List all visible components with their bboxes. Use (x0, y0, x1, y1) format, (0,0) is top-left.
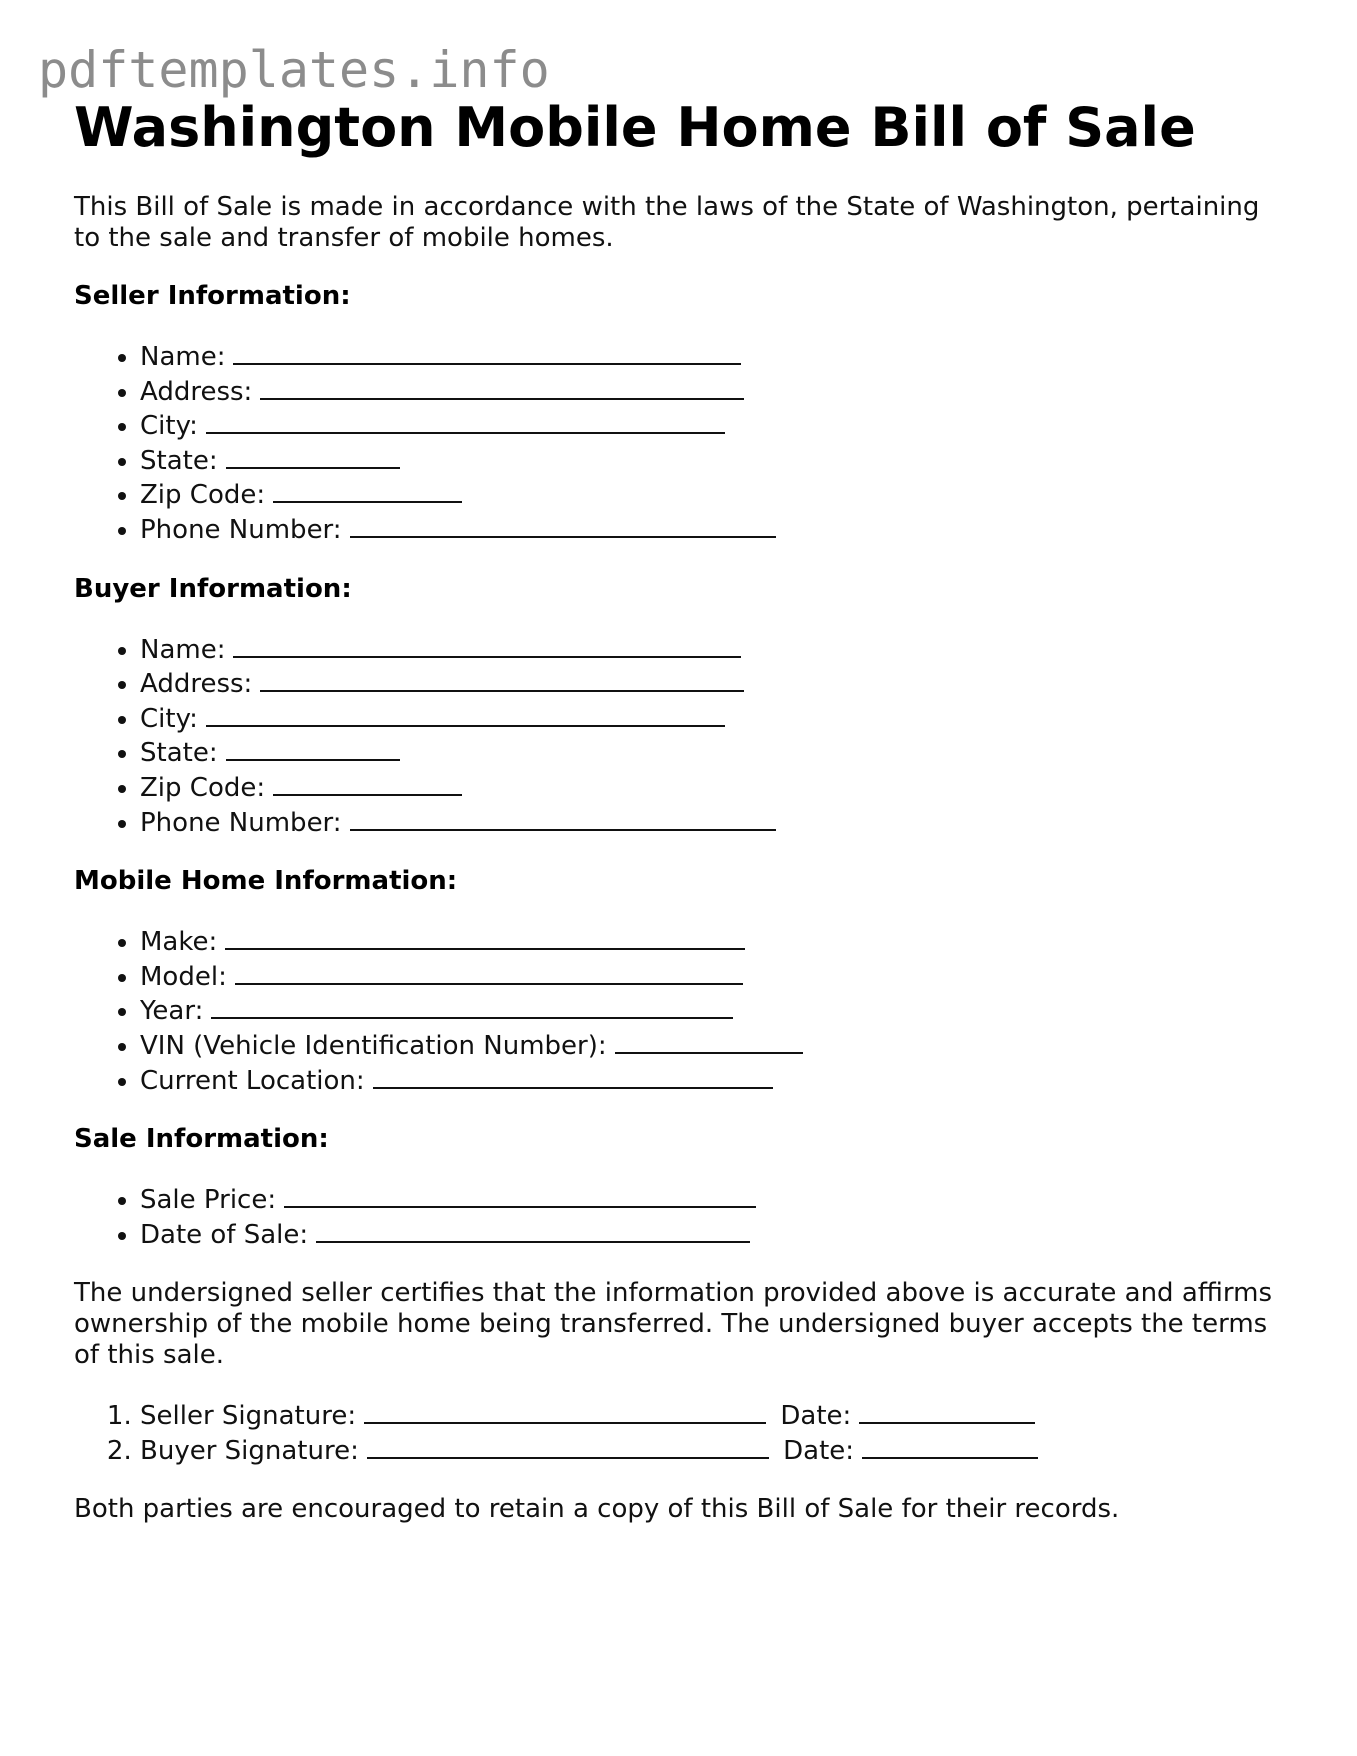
field-label: City: (140, 411, 198, 442)
make-field (140, 924, 1284, 959)
field-label: Make: (140, 927, 218, 958)
field-label: Zip Code: (140, 772, 266, 803)
buyer-signature-blank[interactable] (367, 1433, 769, 1459)
buyer-zip-field (140, 770, 1284, 805)
seller-city-blank[interactable] (206, 408, 725, 434)
field-label: Sale Price: (140, 1185, 277, 1216)
certification-paragraph: The undersigned seller certifies that the information provided above is accurate and affirms ownership of the mobile home being transferred. The undersigned buyer accepts the terms of this sale. (74, 1278, 1272, 1371)
intro-paragraph: This Bill of Sale is made in accordance with the laws of the State of Washington, pertaining to the sale and transfer of mobile homes. (74, 192, 1260, 253)
seller-signature-blank[interactable] (364, 1398, 766, 1424)
seller-heading: Seller Information: (74, 281, 351, 311)
seller-fields (74, 339, 1284, 547)
vin-field (140, 1028, 1284, 1063)
buyer-state-blank[interactable] (226, 735, 400, 761)
sale-price-field (140, 1182, 1284, 1217)
field-label: Phone Number: (140, 807, 342, 838)
sale-price-blank[interactable] (284, 1182, 756, 1208)
field-label: Phone Number: (140, 514, 342, 545)
buyer-heading: Buyer Information: (74, 573, 352, 604)
buyer-signature-line (140, 1433, 1284, 1468)
buyer-phone-blank[interactable] (350, 805, 776, 831)
buyer-name-field (140, 632, 1284, 667)
buyer-date-blank[interactable] (862, 1433, 1038, 1459)
seller-date-label: Date: (780, 1401, 852, 1432)
date-of-sale-blank[interactable] (316, 1217, 750, 1243)
field-label: State: (140, 738, 218, 769)
buyer-state-field (140, 735, 1284, 770)
signature-list (74, 1398, 1284, 1467)
buyer-signature-label: Buyer Signature: (140, 1435, 359, 1466)
seller-name-field (140, 339, 1284, 374)
seller-phone-blank[interactable] (350, 512, 776, 538)
vin-blank[interactable] (615, 1028, 803, 1054)
field-label: Year: (140, 996, 204, 1027)
closing-paragraph: Both parties are encouraged to retain a copy of this Bill of Sale for their records. (74, 1494, 1120, 1525)
year-blank[interactable] (211, 993, 733, 1019)
field-label: City: (140, 703, 198, 734)
field-label: State: (140, 445, 218, 476)
buyer-city-blank[interactable] (206, 701, 725, 727)
field-label: Date of Sale: (140, 1219, 309, 1250)
buyer-address-field (140, 666, 1284, 701)
field-label: Address: (140, 669, 253, 700)
buyer-date-label: Date: (783, 1435, 855, 1466)
seller-phone-field (140, 512, 1284, 547)
current-location-field (140, 1063, 1284, 1098)
buyer-fields (74, 632, 1284, 840)
watermark: pdftemplates.info (38, 41, 550, 99)
seller-signature-label: Seller Signature: (140, 1401, 357, 1432)
make-blank[interactable] (225, 924, 745, 950)
seller-zip-field (140, 477, 1284, 512)
date-of-sale-field (140, 1217, 1284, 1252)
document-title: Washington Mobile Home Bill of Sale (74, 96, 1196, 159)
seller-state-blank[interactable] (226, 443, 400, 469)
buyer-name-blank[interactable] (233, 632, 741, 658)
seller-address-field (140, 374, 1284, 409)
seller-city-field (140, 408, 1284, 443)
field-label: Address: (140, 376, 253, 407)
model-blank[interactable] (235, 959, 743, 985)
field-label: Name: (140, 342, 226, 372)
seller-address-blank[interactable] (260, 374, 744, 400)
buyer-phone-field (140, 805, 1284, 840)
model-field (140, 959, 1284, 994)
seller-state-field (140, 443, 1284, 478)
sale-heading: Sale Information: (74, 1124, 329, 1155)
field-label: Name: (140, 634, 226, 665)
mobile-home-fields (74, 924, 1284, 1097)
buyer-address-blank[interactable] (260, 666, 744, 692)
field-label: VIN (Vehicle Identification Number): (140, 1030, 607, 1061)
field-label: Current Location: (140, 1065, 365, 1096)
field-label: Zip Code: (140, 480, 266, 511)
sale-fields (74, 1182, 1284, 1251)
seller-signature-line (140, 1398, 1284, 1433)
seller-date-blank[interactable] (859, 1398, 1035, 1424)
current-location-blank[interactable] (373, 1063, 773, 1089)
field-label: Model: (140, 961, 227, 992)
seller-name-blank[interactable] (233, 339, 741, 365)
seller-zip-blank[interactable] (273, 477, 462, 503)
buyer-city-field (140, 701, 1284, 736)
year-field (140, 993, 1284, 1028)
document-page (74, 96, 1284, 1525)
mobile-home-heading: Mobile Home Information: (74, 866, 458, 897)
buyer-zip-blank[interactable] (273, 770, 462, 796)
